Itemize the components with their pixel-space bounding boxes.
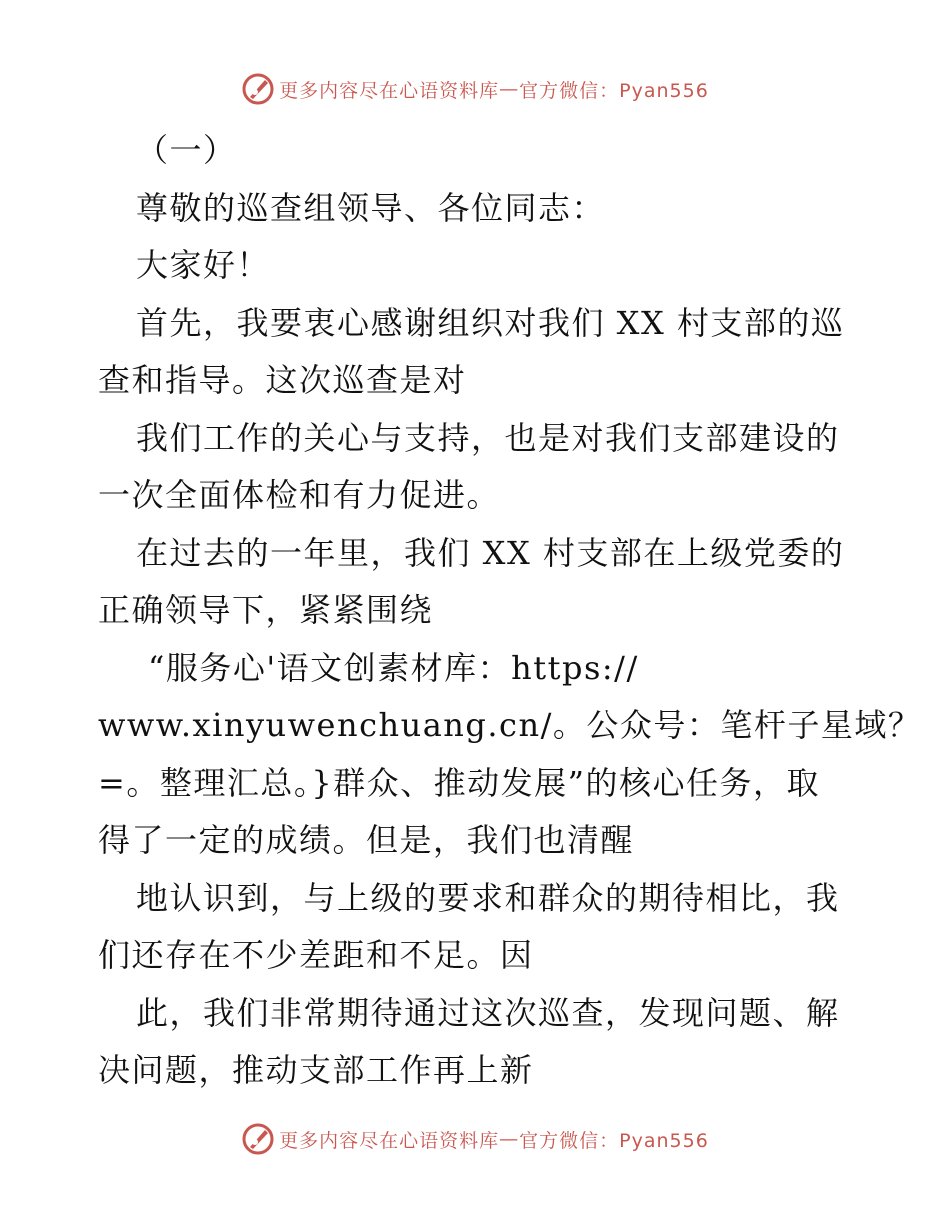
paragraph-line: 正确领导下，紧紧围绕 bbox=[98, 591, 434, 629]
watermark-wechat: 官方微信：Pyan556 bbox=[519, 1129, 709, 1152]
watermark-wechat: 官方微信：Pyan556 bbox=[519, 79, 709, 102]
paragraph-line: 我们工作的关心与支持，也是对我们支部建设的 bbox=[136, 418, 840, 457]
quill-logo-icon bbox=[241, 1122, 275, 1156]
paragraph-line: 查和指导。这次巡查是对 bbox=[98, 361, 467, 399]
paragraph-line: 首先，我要衷心感谢组织对我们 XX 村支部的巡 bbox=[136, 303, 845, 342]
greeting: 大家好！ bbox=[136, 246, 271, 284]
footer-watermark bbox=[0, 1122, 950, 1156]
paragraph-line: 一次全面体检和有力促进。 bbox=[98, 476, 501, 514]
section-number: （一） bbox=[136, 131, 237, 169]
paragraph-line: 在过去的一年里，我们 XX 村支部在上级党委的 bbox=[136, 533, 845, 572]
paragraph-line: 得了一定的成绩。但是，我们也清醒 bbox=[98, 821, 635, 859]
paragraph-line: 此，我们非常期待通过这次巡查，发现问题、解 bbox=[136, 993, 840, 1032]
paragraph-line: 决问题，推动支部工作再上新 bbox=[98, 1051, 534, 1089]
watermark-text: 更多内容尽在心语资料库 bbox=[279, 1129, 500, 1152]
quill-logo-icon bbox=[241, 72, 275, 106]
paragraph-line: =。整理汇总。}群众、推动发展”的核心任务，取 bbox=[98, 763, 821, 802]
paragraph-line: www.xinyuwenchuang.cn/。公众号：笔杆子星域？ bbox=[98, 706, 922, 744]
paragraph-line: “服务心'语文创素材库：https:// bbox=[148, 648, 639, 687]
paragraph-line: 地认识到，与上级的要求和群众的期待相比，我 bbox=[136, 878, 840, 917]
header-watermark bbox=[0, 72, 950, 106]
watermark-separator: — bbox=[499, 1128, 520, 1150]
salutation: 尊敬的巡查组领导、各位同志： bbox=[136, 188, 606, 227]
document-body bbox=[98, 122, 922, 1100]
paragraph-line: 们还存在不少差距和不足。因 bbox=[98, 936, 534, 974]
watermark-text: 更多内容尽在心语资料库 bbox=[279, 79, 500, 102]
watermark-separator: — bbox=[499, 78, 520, 100]
